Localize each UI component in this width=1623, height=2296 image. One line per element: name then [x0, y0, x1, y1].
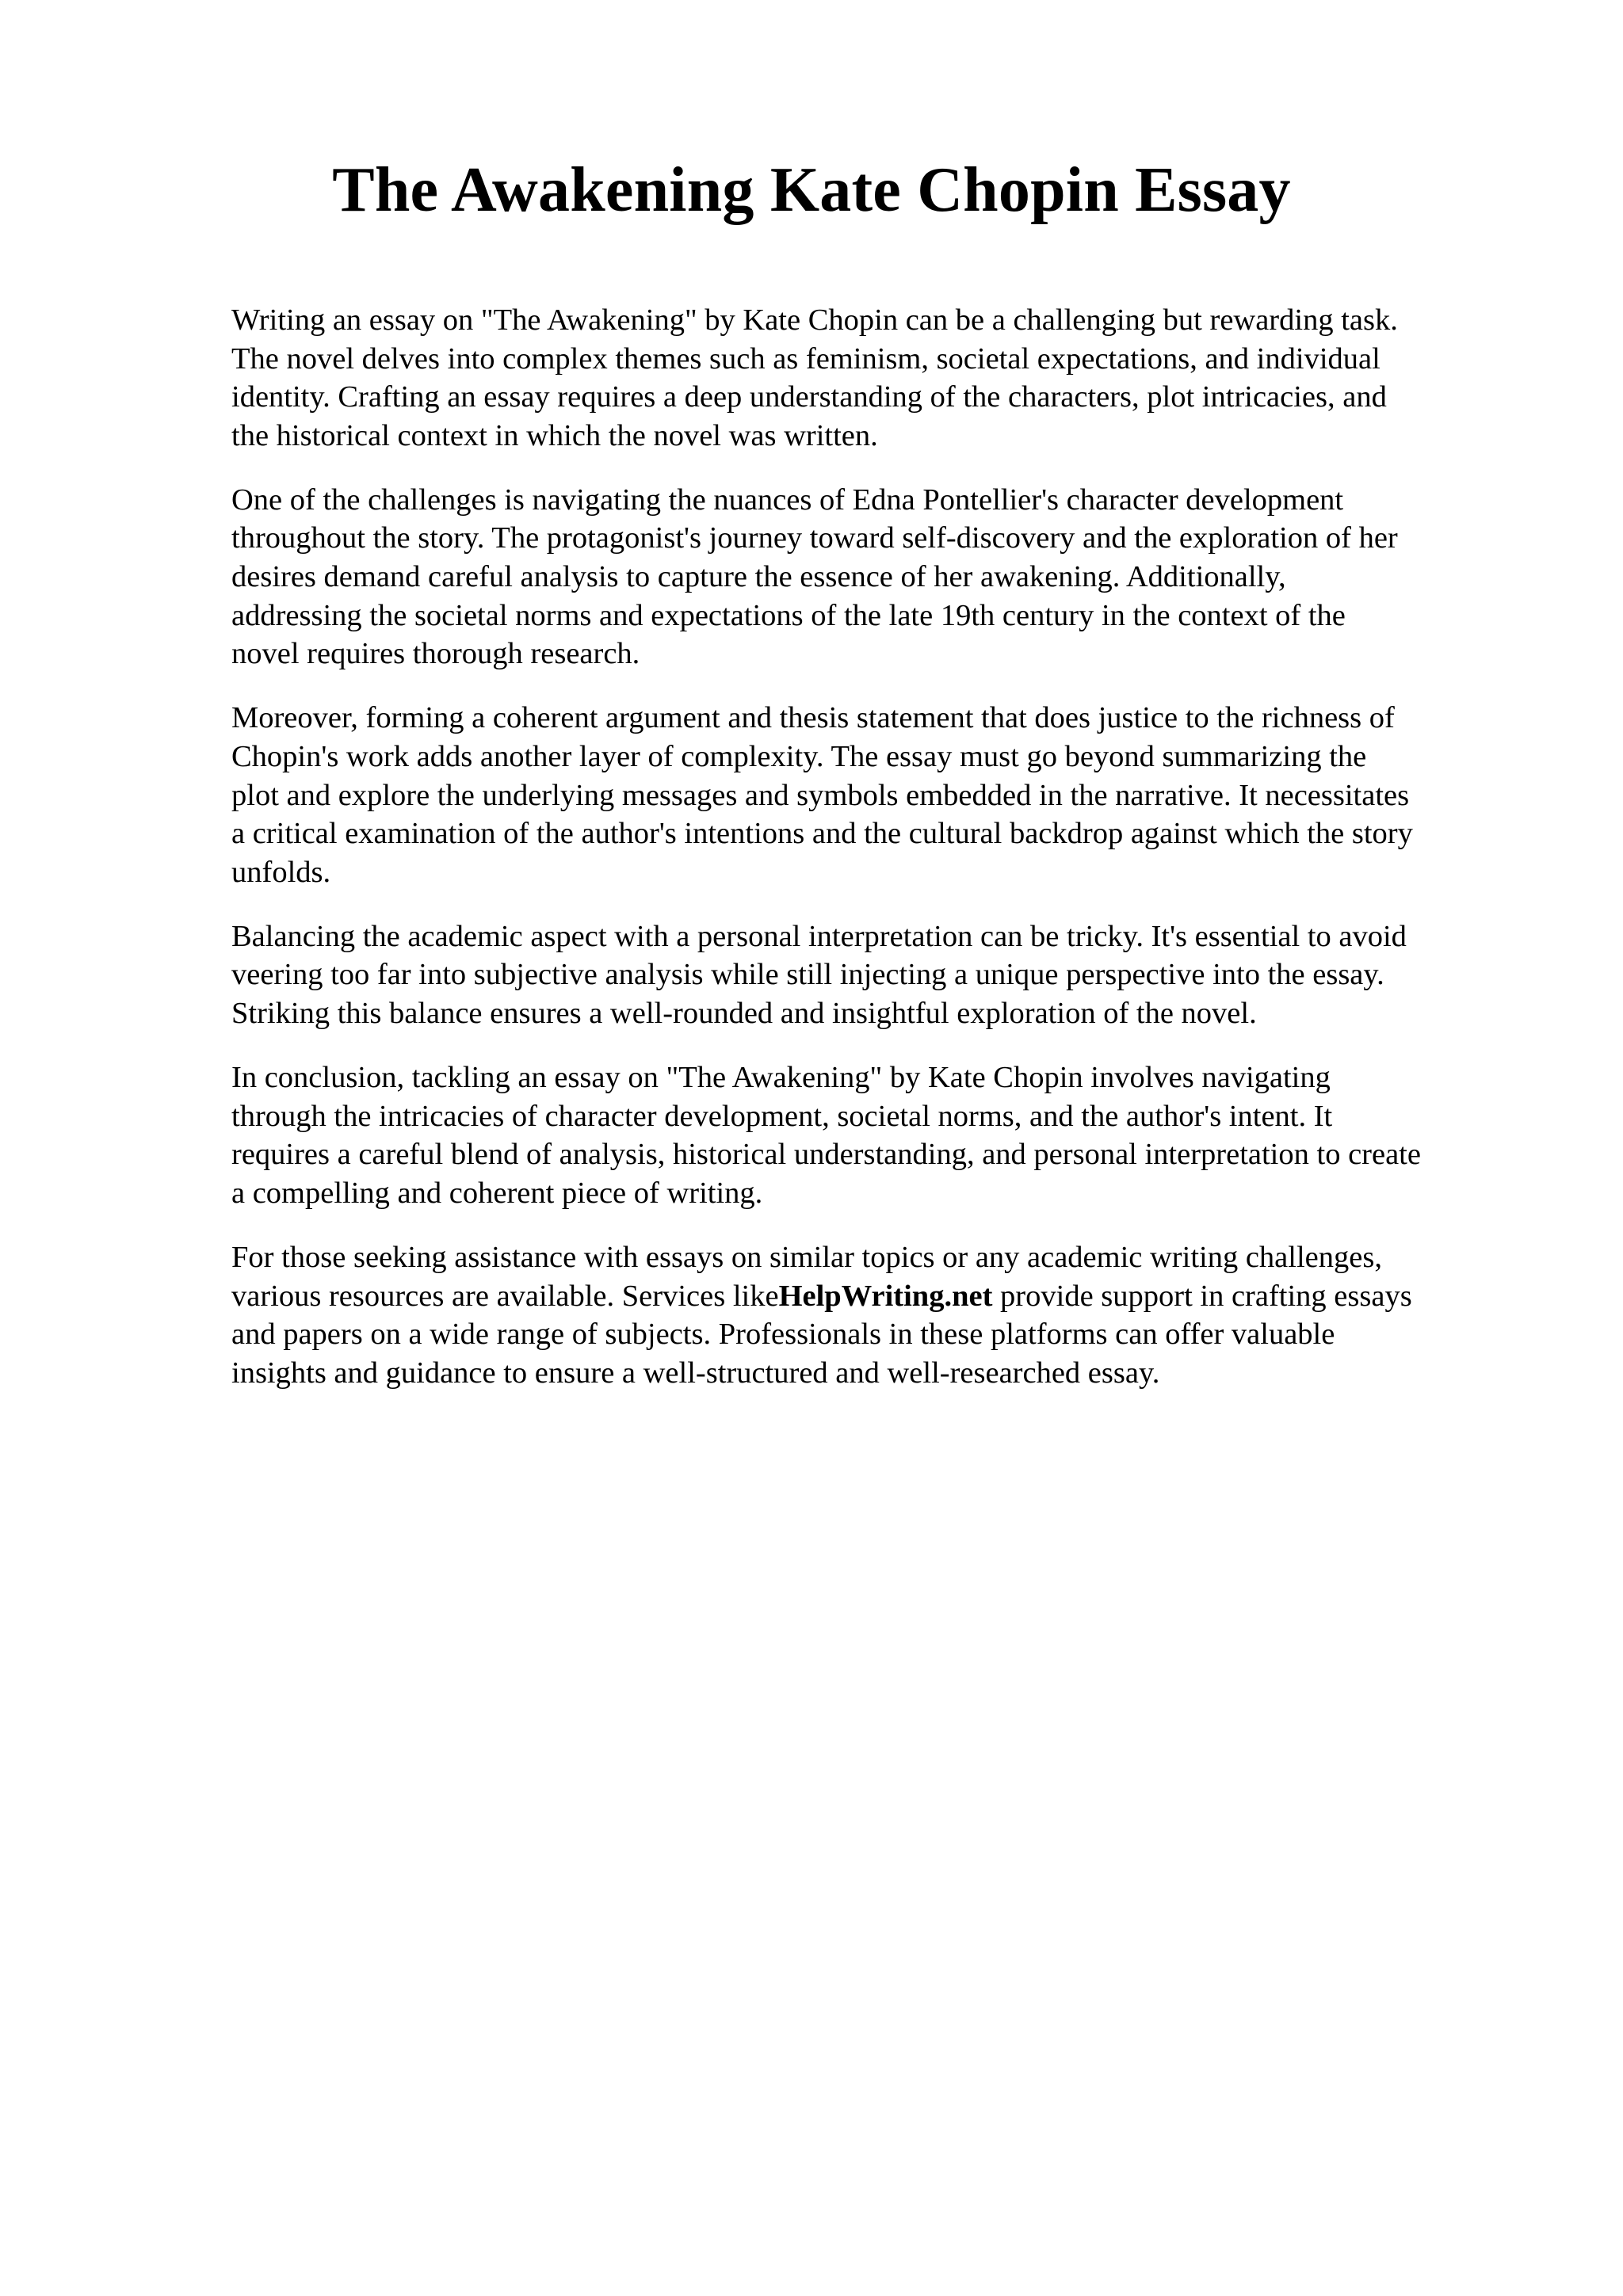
text-line: and papers on a wide range of subjects. Professionals in these platforms can offer valuable [231, 1318, 1335, 1352]
text-line: Writing an essay on "The Awakening" by Kate Chopin can be a challenging but rewarding task. [231, 303, 1398, 337]
paragraph-argument [231, 699, 1531, 891]
paragraph-resources [231, 1238, 1531, 1392]
text-segment: various resources are available. Services like [231, 1279, 779, 1313]
document-body [231, 301, 1531, 1418]
text-segment: provide support in crafting essays [992, 1279, 1412, 1313]
text-line: through the intricacies of character development, societal norms, and the author's intent. It [231, 1099, 1333, 1133]
paragraph-balance [231, 917, 1531, 1033]
text-line: a compelling and coherent piece of writing. [231, 1176, 763, 1210]
text-line: Striking this balance ensures a well-rounded and insightful exploration of the novel. [231, 997, 1257, 1030]
text-line: insights and guidance to ensure a well-structured and well-researched essay. [231, 1356, 1160, 1390]
text-line: unfolds. [231, 855, 331, 889]
text-line: novel requires thorough research. [231, 637, 640, 671]
text-line: requires a careful blend of analysis, historical understanding, and personal interpretation to create [231, 1138, 1421, 1172]
text-line: Moreover, forming a coherent argument and thesis statement that does justice to the richness of [231, 701, 1395, 735]
paragraph-conclusion [231, 1058, 1531, 1212]
text-line: The novel delves into complex themes such as feminism, societal expectations, and individual [231, 341, 1381, 376]
text-line: addressing the societal norms and expectations of the late 19th century in the context of the [231, 598, 1346, 632]
text-line: One of the challenges is navigating the nuances of Edna Pontellier's character development [231, 482, 1344, 517]
text-line: veering too far into subjective analysis while still injecting a unique perspective into the essay. [231, 958, 1384, 992]
text-line: plot and explore the underlying messages and symbols embedded in the narrative. It necessitates [231, 778, 1410, 812]
service-name: HelpWriting.net [778, 1279, 993, 1313]
text-line: the historical context in which the novel was written. [231, 418, 878, 452]
text-line: Balancing the academic aspect with a personal interpretation can be tricky. It's essential to avoid [231, 919, 1407, 953]
text-line: desires demand careful analysis to capture the essence of her awakening. Additionally, [231, 560, 1286, 594]
text-line: For those seeking assistance with essays on similar topics or any academic writing challenges, [231, 1240, 1382, 1274]
text-line [231, 1277, 1531, 1316]
text-line: Chopin's work adds another layer of complexity. The essay must go beyond summarizing the [231, 739, 1367, 773]
paragraph-challenges [231, 481, 1531, 673]
text-line: a critical examination of the author's intentions and the cultural backdrop against which the story [231, 817, 1413, 851]
text-line: In conclusion, tackling an essay on "The Awakening" by Kate Chopin involves navigating [231, 1061, 1331, 1095]
document-title: The Awakening Kate Chopin Essay [332, 155, 1291, 225]
text-line: identity. Crafting an essay requires a deep understanding of the characters, plot intricacies, and [231, 380, 1387, 414]
text-line: throughout the story. The protagonist's journey toward self-discovery and the exploration of her [231, 521, 1398, 555]
paragraph-intro [231, 301, 1531, 455]
